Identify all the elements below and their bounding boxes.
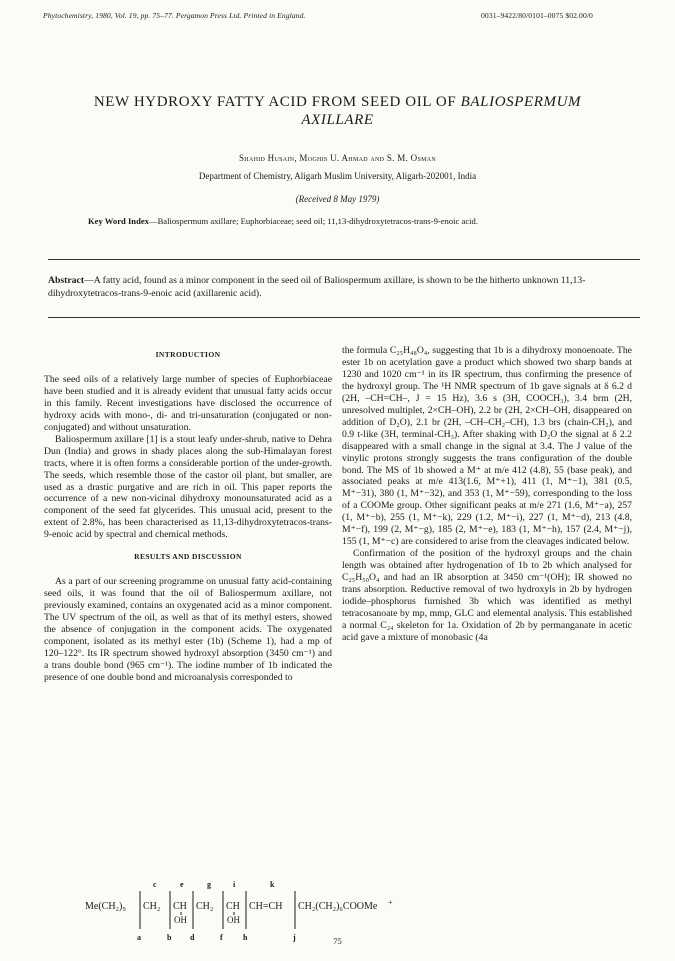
page-number: 75 [333, 936, 342, 946]
affiliation: Department of Chemistry, Aligarh Muslim University, Aligarh-202001, India [198, 171, 477, 181]
title-line2-italic: AXILLARE [301, 112, 374, 128]
intro-paragraph-2: Baliospermum axillare [1] is a stout leafy under-shrub, native to Dehra Dun (India) and grows in shady places along the sub-Himalayan forest tracts, where it is often forms a considerable portion of the under-growth. The seeds, which resemble those of the castor oil plant, but smaller, are used as a drastic purgative and are rich in oil. This paper reports the occurrence of a new non-vicinal dihydroxy monounsaturated acid as a component of the seed fat glycerides. This unusual acid, present to the extent of 2.8%, has been characterised as 11,13-dihydroxytetracos-trans-9-enoic acid by spectral and chemical methods. [44, 433, 332, 541]
title-line1-italic: BALIOSPERMUM [460, 94, 582, 110]
cleavage-letter-g: g [207, 880, 211, 889]
cleavage-letter-b: b [167, 933, 172, 942]
cleavage-letter-d: d [190, 933, 195, 942]
left-column [44, 349, 332, 684]
formula-segment-6: CH₂(CH₂)₆COOMe [298, 901, 378, 912]
keyword-index-text: —Baliospermum axillare; Euphorbiaceae; seed oil; 11,13-dihydroxytetracos-trans-9-enoic acid. [148, 216, 478, 226]
formula-oh-1: OH [174, 915, 187, 925]
formula-segment-2: CH [173, 901, 187, 912]
received-date: (Received 8 May 1979) [295, 194, 380, 204]
section-heading-results: RESULTS AND DISCUSSION [134, 552, 242, 562]
cleavage-letter-e: e [180, 880, 184, 889]
formula-segment-3: CH₂ [196, 901, 214, 912]
abstract [48, 275, 640, 300]
keyword-index-label: Key Word Index [88, 216, 149, 226]
cleavage-letter-i: i [233, 880, 236, 889]
right-paragraph-1: the formula C₂₅H₄₈O₄, suggesting that 1b is a dihydroxy monoenoate. The ester 1b on acetylation gave a product which showed two sharp bands at 1230 and 1020 cm⁻¹ in its IR spectrum, thus confirming the presence of the hydroxyl group. The ¹H NMR spectrum of 1b gave signals at δ 6.2 d (2H, –CH=CH–, J = 15 Hz), 3.6 s (3H, COOCH₃), 3.4 brm (2H, unresolved multiplet, 2×CH–OH), 2.2 br (2H, 2×CH–OH, disappeared on addition of D₂O), 2.1 br (2H, –CH–CH₂–CH), 1.3 brs (chain-CH₂), and 0.9 t-like (3H, terminal-CH₃). After shaking with D₂O the signal at δ 2.2 disappeared with a small change in the signal at 3.4. The J value of the vinylic protons strongly suggests the trans configuration of the double bond. The MS of 1b showed a M⁺ at m/e 412 (4.8), 55 (base peak), and associated peaks at m/e 413(1.6, M⁺+1), 411 (1, M⁺−1), 381 (0.5, M⁺−31), 380 (1, M⁺−32), and 353 (1, M⁺−59), corresponding to the loss of a COOMe group. Other significant peaks at m/e 271 (1.6, M⁺−a), 257 (1, M⁺−b), 255 (1, M⁺−k), 229 (1.2, M⁺−i), 227 (1, M⁺−d), 213 (4.8, M⁺−f), 199 (2, M⁺−g), 185 (2, M⁺−e), 183 (1, M⁺−h), 157 (2.4, M⁺−j), 155 (1, M⁺−c) are considered to arise from the cleavages indicated below. [342, 345, 632, 548]
cleavage-letter-f: f [220, 933, 223, 942]
cleavage-letter-j: j [293, 933, 296, 942]
section-heading-introduction: INTRODUCTION [155, 350, 221, 359]
top-rule [48, 259, 640, 260]
formula-segment-4: CH [226, 901, 240, 912]
right-column [342, 345, 632, 644]
formula-plus: + [388, 898, 393, 907]
article-title [30, 93, 645, 129]
formula-segment-1: CH₂ [143, 901, 161, 912]
results-paragraph-1: As a part of our screening programme on unusual fatty acid-containing seed oils, it was found that the oil of Baliospermum axillare, not previously examined, contains an oxygenated acid as a minor component. The UV spectrum of the oil, as well as that of its methyl esters, showed the absence of conjugation in the component acids. The oxygenated component, isolated as its methyl ester (1b) (Scheme 1), had a mp of 120–122°. Its IR spectrum showed hydroxyl absorption (3450 cm⁻¹) and a trans double bond (965 cm⁻¹). The iodine number of 1b indicated the presence of one double bond and microanalysis corresponded to [44, 576, 332, 683]
formula-oh-2: OH [227, 915, 240, 925]
right-paragraph-2: Confirmation of the position of the hydroxyl groups and the chain length was obtained after hydrogenation of 1b to 2b which analysed for C₂₅H₅₀O₄ and had an IR absorption at 3450 cm⁻¹(OH); IR showed no trans absorption. Reductive removal of two hydroxyls in 2b by hydrogen iodide–phosphorus furnished 3b which was identified as methyl tetracosanoate by mp, mmp, GLC and elemental analysis. This established a normal C₂₄ skeleton for 1a. Oxidation of 2b by permanganate in acetic acid gave a mixture of monobasic (4a [342, 548, 632, 643]
journal-citation: Phytochemistry, 1980, Vol. 19, pp. 75–77. Pergamon Press Ltd. Printed in England. [43, 11, 306, 20]
cleavage-letter-k: k [270, 880, 275, 889]
cleavage-letter-a: a [137, 933, 141, 942]
keyword-index [88, 216, 594, 227]
formula-segment-5: CH=CH [249, 901, 283, 912]
bottom-rule [48, 317, 640, 318]
intro-paragraph-1: The seed oils of a relatively large number of species of Euphorbiaceae have been studied and it is already evident that unusual fatty acids occur in this family. Recent investigations have disclosed the occurrence of hydroxy acids with mono-, di- and tri-unsaturation (conjugated or non-conjugated) and without unsaturation. [44, 373, 332, 433]
cleavage-letter-h: h [243, 933, 248, 942]
title-line1: NEW HYDROXY FATTY ACID FROM SEED OIL OF [93, 94, 457, 110]
cleavage-letter-c: c [153, 880, 157, 889]
authors: Shahid Husain, Moghis U. Ahmad and S. M. Osman [239, 153, 436, 163]
article-code: 0031–9422/80/0101–0075 $02.00/0 [481, 11, 593, 20]
formula-segment-0: Me(CH₂)₉ [85, 901, 126, 912]
abstract-label: Abstract [48, 275, 85, 286]
abstract-text: —A fatty acid, found as a minor component in the seed oil of Baliospermum axillare, is shown to be the hitherto unknown 11,13-dihydroxytetracos-trans-9-enoic acid (axillarenic acid). [48, 275, 586, 299]
